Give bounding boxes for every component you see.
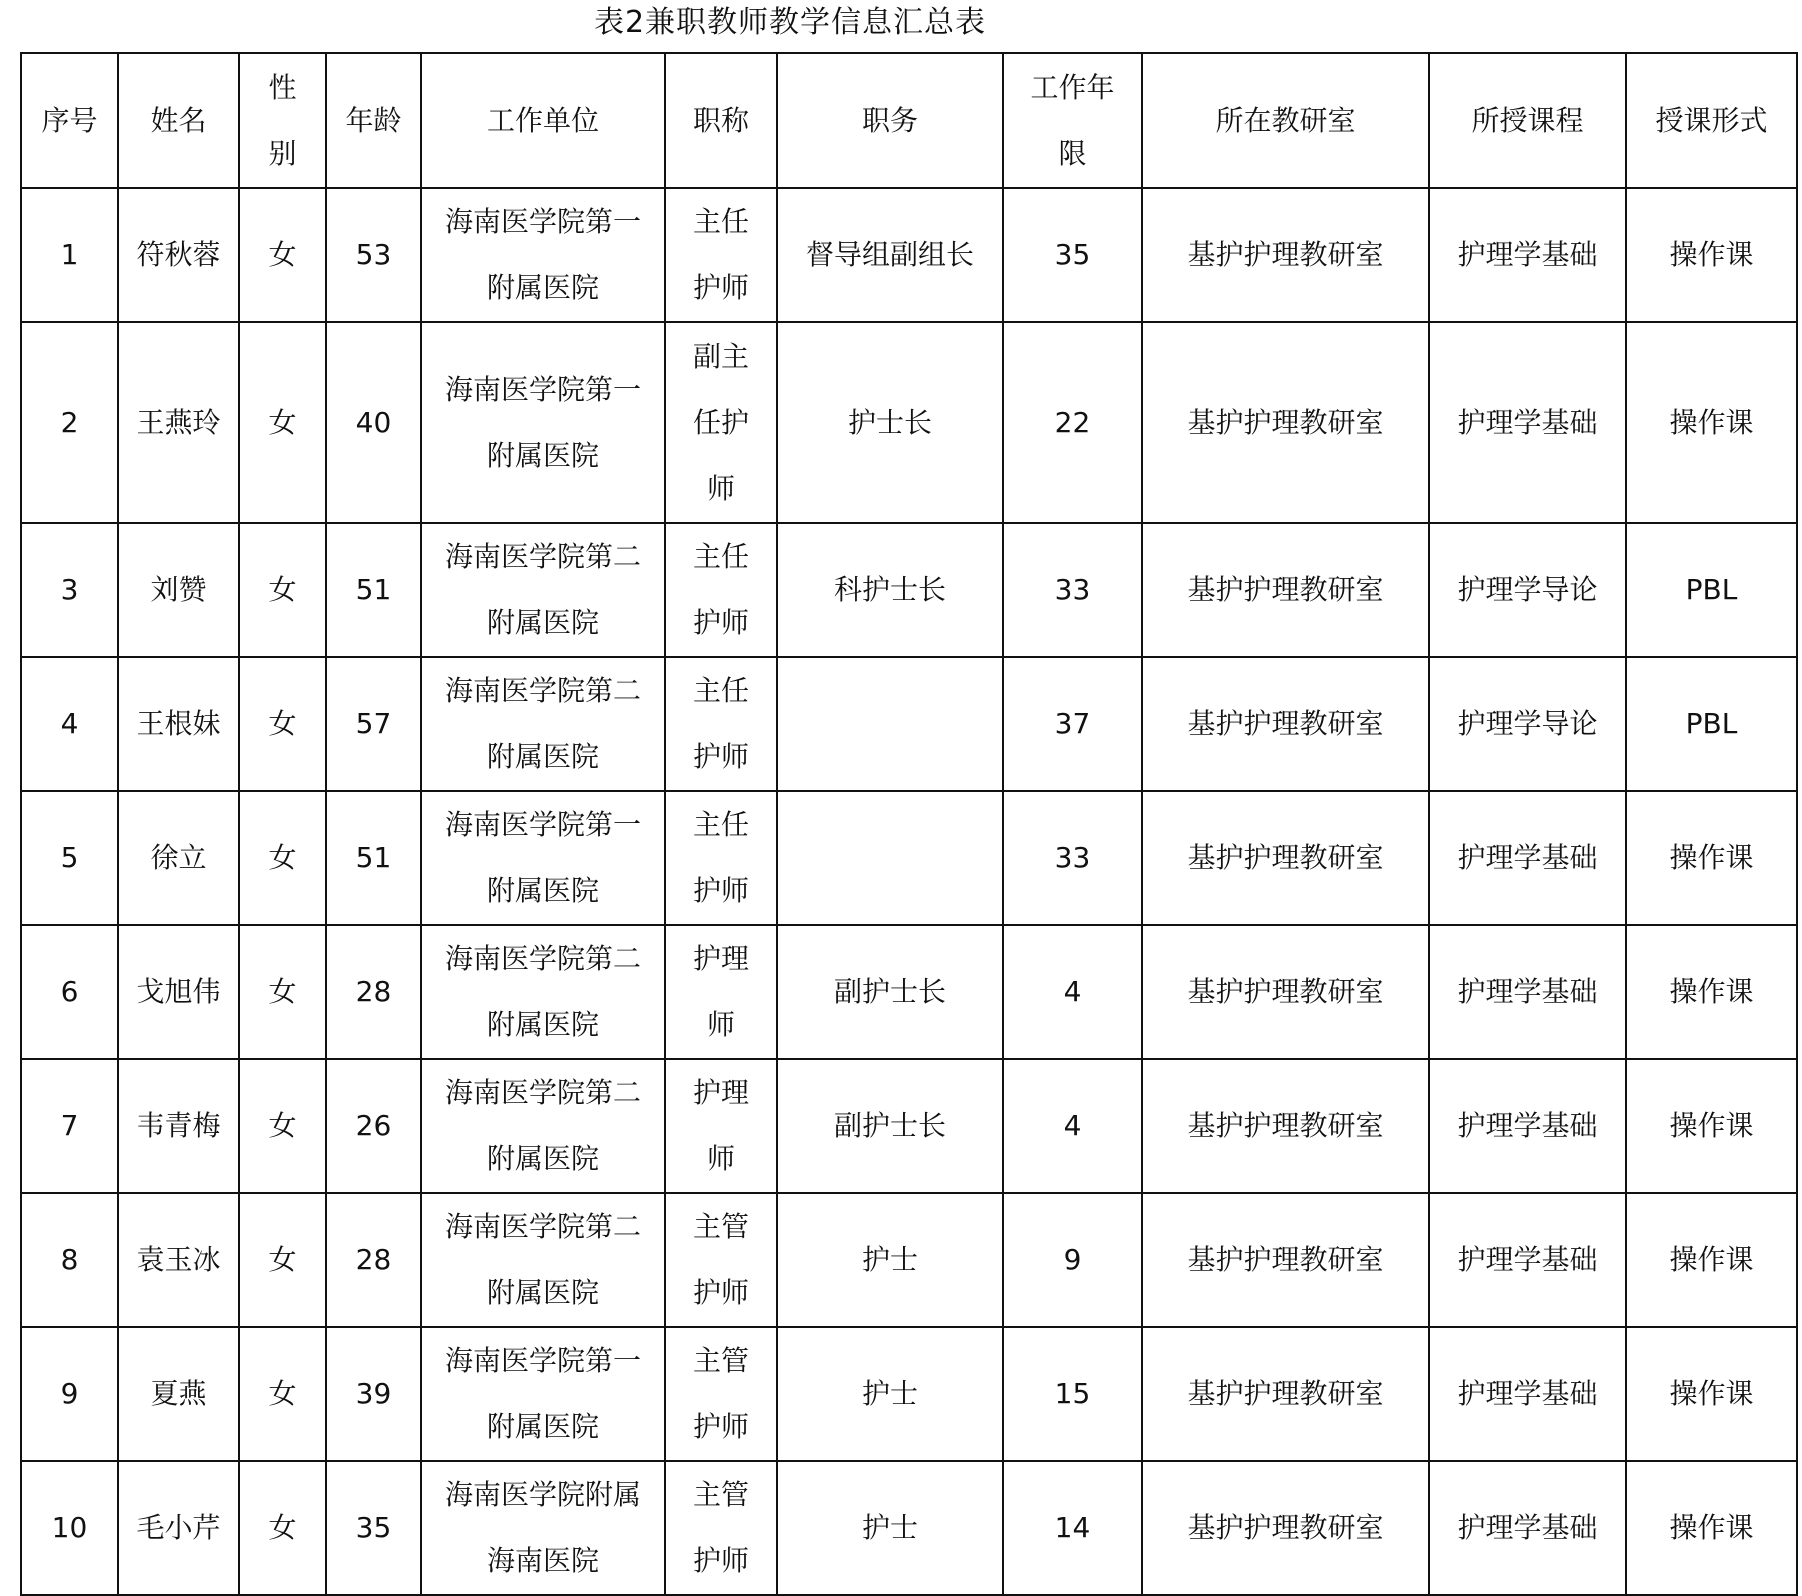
table-row xyxy=(21,322,1797,523)
cell-gender: 女 xyxy=(239,523,326,657)
cell-unit xyxy=(421,1461,665,1595)
cell-unit xyxy=(421,188,665,322)
header-position: 职务 xyxy=(777,53,1003,188)
cell-unit-line: 海南医学院第二 xyxy=(444,1076,641,1109)
cell-unit-line: 海南医学院第二 xyxy=(444,540,641,573)
cell-title-line: 师 xyxy=(706,1142,735,1175)
cell-title-line: 护师 xyxy=(692,1544,749,1577)
cell-title-line: 护理 xyxy=(692,942,749,975)
cell-unit-line: 海南医学院第二 xyxy=(444,942,641,975)
cell-position: 副护士长 xyxy=(777,925,1003,1059)
cell-age: 53 xyxy=(326,188,421,322)
cell-seq: 7 xyxy=(21,1059,118,1193)
cell-unit-line: 附属医院 xyxy=(486,1410,599,1443)
header-gender-line: 别 xyxy=(268,136,297,170)
table-row xyxy=(21,1059,1797,1193)
cell-form: 操作课 xyxy=(1626,1461,1797,1595)
cell-gender: 女 xyxy=(239,1193,326,1327)
cell-unit xyxy=(421,1193,665,1327)
header-years xyxy=(1003,53,1142,188)
cell-age: 39 xyxy=(326,1327,421,1461)
cell-dept: 基护护理教研室 xyxy=(1142,1193,1429,1327)
header-title: 职称 xyxy=(665,53,777,188)
cell-seq: 2 xyxy=(21,322,118,523)
header-gender xyxy=(239,53,326,188)
table-row xyxy=(21,657,1797,791)
header-unit: 工作单位 xyxy=(421,53,665,188)
cell-title-line: 护师 xyxy=(692,874,749,907)
cell-age: 51 xyxy=(326,791,421,925)
header-years-line: 工作年 xyxy=(1030,70,1115,104)
cell-course: 护理学基础 xyxy=(1429,1059,1626,1193)
cell-name: 符秋蓉 xyxy=(118,188,239,322)
cell-name: 毛小芹 xyxy=(118,1461,239,1595)
cell-title-line: 副主 xyxy=(692,339,749,373)
header-seq: 序号 xyxy=(21,53,118,188)
cell-name: 王燕玲 xyxy=(118,322,239,523)
cell-gender: 女 xyxy=(239,322,326,523)
cell-years: 14 xyxy=(1003,1461,1142,1595)
cell-course: 护理学基础 xyxy=(1429,1461,1626,1595)
cell-unit xyxy=(421,322,665,523)
cell-seq: 5 xyxy=(21,791,118,925)
cell-title xyxy=(665,657,777,791)
header-age: 年龄 xyxy=(326,53,421,188)
cell-years: 33 xyxy=(1003,523,1142,657)
cell-position: 护士 xyxy=(777,1461,1003,1595)
cell-course: 护理学基础 xyxy=(1429,322,1626,523)
cell-title-line: 主任 xyxy=(692,205,749,238)
cell-seq: 6 xyxy=(21,925,118,1059)
cell-title-line: 师 xyxy=(706,471,735,505)
cell-age: 57 xyxy=(326,657,421,791)
cell-unit xyxy=(421,657,665,791)
cell-years: 35 xyxy=(1003,188,1142,322)
cell-course: 护理学基础 xyxy=(1429,1193,1626,1327)
header-course: 所授课程 xyxy=(1429,53,1626,188)
cell-course: 护理学基础 xyxy=(1429,188,1626,322)
cell-unit-line: 附属医院 xyxy=(486,271,599,304)
cell-unit-line: 海南医学院第一 xyxy=(444,1344,641,1377)
cell-unit xyxy=(421,791,665,925)
cell-gender: 女 xyxy=(239,791,326,925)
cell-unit-line: 附属医院 xyxy=(486,438,599,472)
table-row xyxy=(21,188,1797,322)
cell-unit-line: 附属医院 xyxy=(486,1276,599,1309)
cell-seq: 10 xyxy=(21,1461,118,1595)
cell-title-line: 护师 xyxy=(692,1276,749,1309)
cell-dept: 基护护理教研室 xyxy=(1142,1327,1429,1461)
cell-title-line: 护师 xyxy=(692,1410,749,1443)
cell-age: 40 xyxy=(326,322,421,523)
cell-age: 51 xyxy=(326,523,421,657)
cell-unit-line: 海南医学院附属 xyxy=(444,1478,641,1511)
cell-name: 徐立 xyxy=(118,791,239,925)
cell-unit-line: 海南医学院第一 xyxy=(444,372,641,406)
cell-unit-line: 海南医学院第二 xyxy=(444,674,641,707)
cell-title-line: 主任 xyxy=(692,540,749,573)
cell-seq: 9 xyxy=(21,1327,118,1461)
cell-dept: 基护护理教研室 xyxy=(1142,791,1429,925)
cell-age: 28 xyxy=(326,1193,421,1327)
cell-name: 袁玉冰 xyxy=(118,1193,239,1327)
cell-position: 护士长 xyxy=(777,322,1003,523)
cell-years: 15 xyxy=(1003,1327,1142,1461)
cell-unit xyxy=(421,1327,665,1461)
cell-position: 护士 xyxy=(777,1327,1003,1461)
cell-title xyxy=(665,791,777,925)
cell-unit-line: 附属医院 xyxy=(486,874,599,907)
cell-dept: 基护护理教研室 xyxy=(1142,523,1429,657)
cell-gender: 女 xyxy=(239,1059,326,1193)
cell-course: 护理学基础 xyxy=(1429,925,1626,1059)
cell-form: PBL xyxy=(1626,523,1797,657)
table-row xyxy=(21,925,1797,1059)
cell-position: 科护士长 xyxy=(777,523,1003,657)
cell-unit-line: 附属医院 xyxy=(486,1142,599,1175)
cell-age: 35 xyxy=(326,1461,421,1595)
cell-seq: 4 xyxy=(21,657,118,791)
cell-title-line: 主任 xyxy=(692,674,749,707)
cell-title-line: 主任 xyxy=(692,808,749,841)
table-row xyxy=(21,1327,1797,1461)
cell-unit-line: 海南医学院第一 xyxy=(444,205,641,238)
cell-position xyxy=(777,791,1003,925)
cell-dept: 基护护理教研室 xyxy=(1142,925,1429,1059)
cell-unit-line: 附属医院 xyxy=(486,1008,599,1041)
cell-course: 护理学导论 xyxy=(1429,523,1626,657)
cell-unit xyxy=(421,1059,665,1193)
cell-form: 操作课 xyxy=(1626,322,1797,523)
cell-position: 督导组副组长 xyxy=(777,188,1003,322)
cell-dept: 基护护理教研室 xyxy=(1142,657,1429,791)
cell-title-line: 任护 xyxy=(692,405,749,439)
cell-title-line: 师 xyxy=(706,1008,735,1041)
cell-name: 王根妹 xyxy=(118,657,239,791)
cell-title-line: 主管 xyxy=(692,1210,749,1243)
cell-unit-line: 海南医院 xyxy=(486,1544,599,1577)
cell-position xyxy=(777,657,1003,791)
cell-unit-line: 海南医学院第二 xyxy=(444,1210,641,1243)
cell-years: 4 xyxy=(1003,1059,1142,1193)
cell-age: 26 xyxy=(326,1059,421,1193)
table-row xyxy=(21,523,1797,657)
cell-gender: 女 xyxy=(239,1461,326,1595)
cell-title xyxy=(665,1461,777,1595)
cell-position: 护士 xyxy=(777,1193,1003,1327)
cell-unit-line: 海南医学院第一 xyxy=(444,808,641,841)
cell-gender: 女 xyxy=(239,925,326,1059)
cell-dept: 基护护理教研室 xyxy=(1142,1461,1429,1595)
cell-title xyxy=(665,1059,777,1193)
cell-title xyxy=(665,925,777,1059)
cell-dept: 基护护理教研室 xyxy=(1142,322,1429,523)
cell-name: 刘赞 xyxy=(118,523,239,657)
cell-years: 9 xyxy=(1003,1193,1142,1327)
cell-title xyxy=(665,1193,777,1327)
cell-title xyxy=(665,523,777,657)
page-title: 表2兼职教师教学信息汇总表 xyxy=(593,5,987,40)
cell-unit xyxy=(421,925,665,1059)
cell-title-line: 主管 xyxy=(692,1344,749,1377)
cell-form: 操作课 xyxy=(1626,1327,1797,1461)
header-dept: 所在教研室 xyxy=(1142,53,1429,188)
cell-form: PBL xyxy=(1626,657,1797,791)
cell-unit-line: 附属医院 xyxy=(486,740,599,773)
cell-years: 37 xyxy=(1003,657,1142,791)
table-row xyxy=(21,1193,1797,1327)
cell-dept: 基护护理教研室 xyxy=(1142,1059,1429,1193)
cell-years: 22 xyxy=(1003,322,1142,523)
cell-form: 操作课 xyxy=(1626,188,1797,322)
header-name: 姓名 xyxy=(118,53,239,188)
cell-course: 护理学基础 xyxy=(1429,791,1626,925)
cell-title-line: 主管 xyxy=(692,1478,749,1511)
teacher-table xyxy=(20,52,1798,1596)
cell-title xyxy=(665,188,777,322)
cell-unit-line: 附属医院 xyxy=(486,606,599,639)
cell-course: 护理学导论 xyxy=(1429,657,1626,791)
cell-title-line: 护理 xyxy=(692,1076,749,1109)
cell-form: 操作课 xyxy=(1626,1193,1797,1327)
cell-course: 护理学基础 xyxy=(1429,1327,1626,1461)
cell-seq: 1 xyxy=(21,188,118,322)
cell-gender: 女 xyxy=(239,188,326,322)
cell-name: 戈旭伟 xyxy=(118,925,239,1059)
cell-form: 操作课 xyxy=(1626,925,1797,1059)
cell-seq: 8 xyxy=(21,1193,118,1327)
cell-form: 操作课 xyxy=(1626,791,1797,925)
cell-years: 33 xyxy=(1003,791,1142,925)
table-row xyxy=(21,791,1797,925)
cell-dept: 基护护理教研室 xyxy=(1142,188,1429,322)
cell-gender: 女 xyxy=(239,657,326,791)
table-header-row xyxy=(21,53,1797,188)
table-row xyxy=(21,1461,1797,1595)
cell-name: 韦青梅 xyxy=(118,1059,239,1193)
cell-seq: 3 xyxy=(21,523,118,657)
cell-title xyxy=(665,1327,777,1461)
cell-title-line: 护师 xyxy=(692,606,749,639)
cell-title-line: 护师 xyxy=(692,740,749,773)
cell-age: 28 xyxy=(326,925,421,1059)
cell-years: 4 xyxy=(1003,925,1142,1059)
cell-title xyxy=(665,322,777,523)
header-gender-line: 性 xyxy=(268,70,297,104)
header-years-line: 限 xyxy=(1058,136,1087,170)
cell-unit xyxy=(421,523,665,657)
cell-form: 操作课 xyxy=(1626,1059,1797,1193)
cell-gender: 女 xyxy=(239,1327,326,1461)
header-form: 授课形式 xyxy=(1626,53,1797,188)
cell-name: 夏燕 xyxy=(118,1327,239,1461)
cell-position: 副护士长 xyxy=(777,1059,1003,1193)
cell-title-line: 护师 xyxy=(692,271,749,304)
